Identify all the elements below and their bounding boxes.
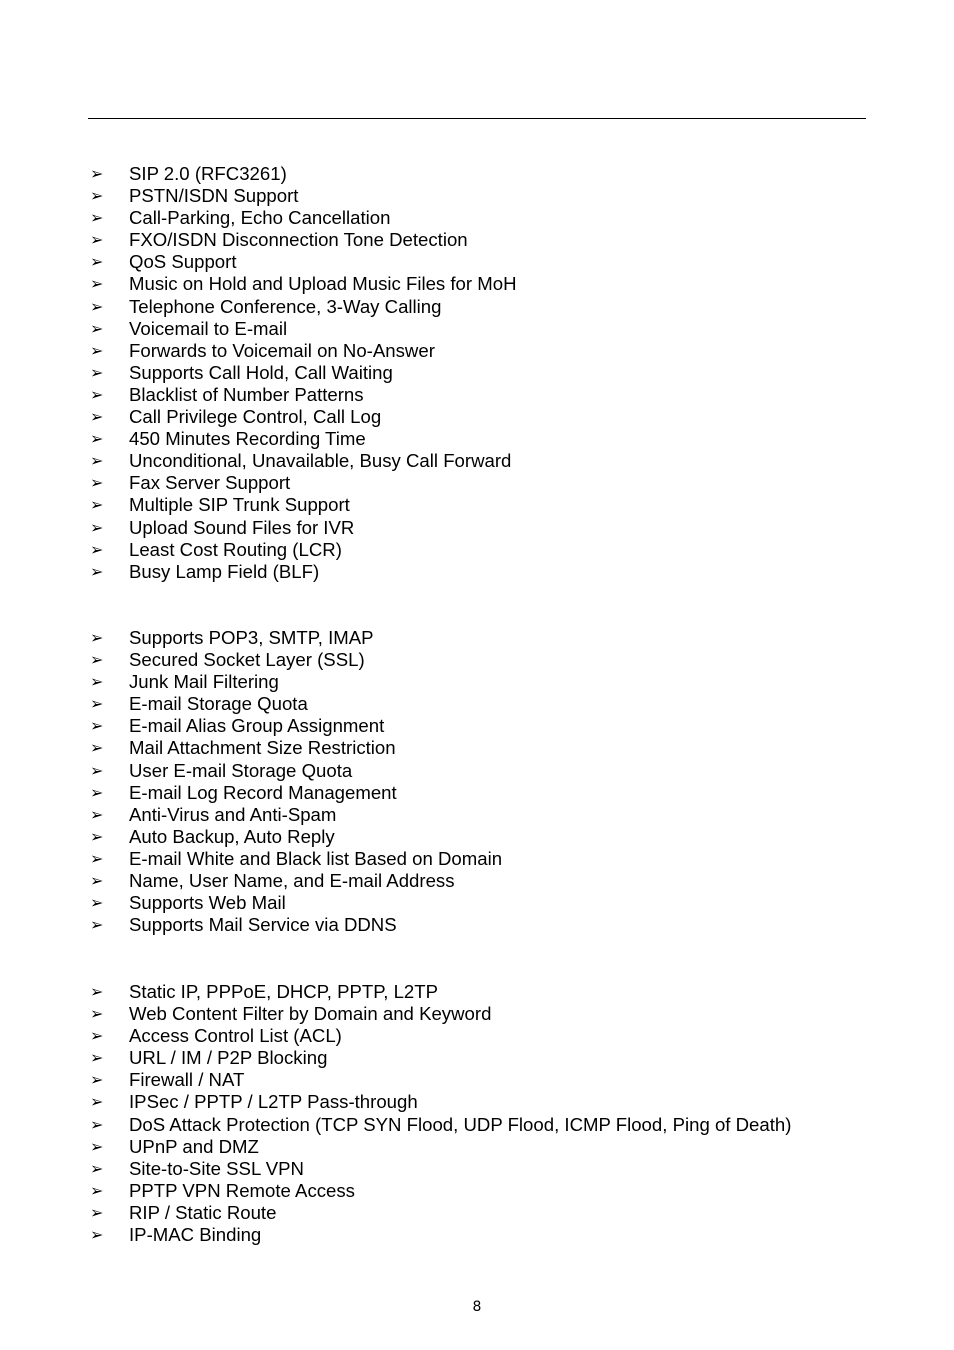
list-item — [90, 914, 890, 936]
voip-feature-list — [90, 163, 890, 583]
list-item — [90, 1003, 890, 1025]
list-item-label: Firewall / NAT — [129, 1069, 245, 1091]
arrow-bullet-icon: ➢ — [90, 340, 104, 360]
arrow-bullet-icon: ➢ — [90, 407, 104, 427]
list-item — [90, 715, 890, 737]
arrow-bullet-icon: ➢ — [90, 1136, 104, 1156]
arrow-bullet-icon: ➢ — [90, 804, 104, 824]
list-item — [90, 185, 890, 207]
list-item-label: Unconditional, Unavailable, Busy Call Forward — [129, 450, 512, 472]
mail-feature-section — [90, 627, 890, 936]
list-item — [90, 539, 890, 561]
arrow-bullet-icon: ➢ — [90, 517, 104, 537]
list-item — [90, 1224, 890, 1246]
arrow-bullet-icon: ➢ — [90, 495, 104, 515]
list-item-label: Supports POP3, SMTP, IMAP — [129, 627, 374, 648]
network-feature-list — [90, 981, 890, 1246]
arrow-bullet-icon: ➢ — [90, 1180, 104, 1200]
list-item — [90, 649, 890, 671]
list-item-label: E-mail White and Black list Based on Domain — [129, 847, 503, 869]
list-item-label: Anti-Virus and Anti-Spam — [129, 803, 337, 825]
arrow-bullet-icon: ➢ — [90, 296, 104, 316]
list-item-label: Upload Sound Files for IVR — [129, 516, 355, 538]
arrow-bullet-icon: ➢ — [90, 561, 104, 581]
arrow-bullet-icon: ➢ — [90, 539, 104, 559]
arrow-bullet-icon: ➢ — [90, 1070, 104, 1090]
list-item — [90, 229, 890, 251]
list-item-label: Static IP, PPPoE, DHCP, PPTP, L2TP — [129, 981, 439, 1002]
arrow-bullet-icon: ➢ — [90, 274, 104, 294]
list-item — [90, 318, 890, 340]
list-item — [90, 1202, 890, 1224]
list-item-label: Call-Parking, Echo Cancellation — [129, 207, 391, 229]
list-item-label: UPnP and DMZ — [129, 1135, 259, 1157]
list-item — [90, 1180, 890, 1202]
arrow-bullet-icon: ➢ — [90, 1158, 104, 1178]
list-item-label: Supports Web Mail — [129, 892, 286, 914]
arrow-bullet-icon: ➢ — [90, 1114, 104, 1134]
list-item — [90, 1158, 890, 1180]
header-rule — [88, 118, 866, 119]
list-item-label: SIP 2.0 (RFC3261) — [129, 163, 287, 184]
arrow-bullet-icon: ➢ — [90, 384, 104, 404]
list-item — [90, 671, 890, 693]
arrow-bullet-icon: ➢ — [90, 694, 104, 714]
list-item-label: PPTP VPN Remote Access — [129, 1179, 355, 1201]
list-item-label: Junk Mail Filtering — [129, 671, 279, 693]
arrow-bullet-icon: ➢ — [90, 1202, 104, 1222]
list-item-label: Telephone Conference, 3-Way Calling — [129, 295, 442, 317]
page-number: 8 — [472, 1299, 482, 1315]
list-item — [90, 384, 890, 406]
list-item-label: Fax Server Support — [129, 472, 291, 494]
list-item-label: Secured Socket Layer (SSL) — [129, 649, 365, 671]
list-item — [90, 472, 890, 494]
arrow-bullet-icon: ➢ — [90, 650, 104, 670]
list-item-label: Auto Backup, Auto Reply — [129, 825, 335, 847]
list-item — [90, 1025, 890, 1047]
list-item — [90, 782, 890, 804]
list-item-label: Site-to-Site SSL VPN — [129, 1157, 304, 1179]
list-item — [90, 163, 890, 185]
list-item — [90, 870, 890, 892]
list-item-label: IPSec / PPTP / L2TP Pass-through — [129, 1091, 418, 1113]
list-item — [90, 804, 890, 826]
list-item — [90, 207, 890, 229]
arrow-bullet-icon: ➢ — [90, 1026, 104, 1046]
list-item — [90, 627, 890, 649]
list-item — [90, 494, 890, 516]
arrow-bullet-icon: ➢ — [90, 628, 104, 647]
list-item-label: RIP / Static Route — [129, 1201, 277, 1223]
arrow-bullet-icon: ➢ — [90, 738, 104, 758]
list-item-label: Call Privilege Control, Call Log — [129, 406, 382, 428]
list-item-label: IP-MAC Binding — [129, 1224, 262, 1246]
list-item — [90, 1114, 890, 1136]
list-item-label: Voicemail to E-mail — [129, 317, 288, 339]
list-item-label: PSTN/ISDN Support — [129, 185, 299, 207]
arrow-bullet-icon: ➢ — [90, 429, 104, 449]
list-item — [90, 406, 890, 428]
list-item — [90, 981, 890, 1003]
arrow-bullet-icon: ➢ — [90, 982, 104, 1001]
list-item-label: E-mail Log Record Management — [129, 781, 397, 803]
network-feature-section — [90, 981, 890, 1246]
arrow-bullet-icon: ➢ — [90, 871, 104, 891]
list-item — [90, 1069, 890, 1091]
list-item-label: Mail Attachment Size Restriction — [129, 737, 396, 759]
arrow-bullet-icon: ➢ — [90, 473, 104, 493]
arrow-bullet-icon: ➢ — [90, 1004, 104, 1024]
list-item-label: Least Cost Routing (LCR) — [129, 538, 342, 560]
arrow-bullet-icon: ➢ — [90, 782, 104, 802]
list-item — [90, 737, 890, 759]
list-item — [90, 561, 890, 583]
arrow-bullet-icon: ➢ — [90, 164, 104, 183]
arrow-bullet-icon: ➢ — [90, 252, 104, 272]
list-item — [90, 517, 890, 539]
list-item — [90, 273, 890, 295]
list-item — [90, 848, 890, 870]
list-item-label: Blacklist of Number Patterns — [129, 383, 364, 405]
list-item — [90, 251, 890, 273]
arrow-bullet-icon: ➢ — [90, 186, 104, 206]
arrow-bullet-icon: ➢ — [90, 915, 104, 935]
arrow-bullet-icon: ➢ — [90, 362, 104, 382]
list-item-label: Multiple SIP Trunk Support — [129, 494, 350, 516]
arrow-bullet-icon: ➢ — [90, 848, 104, 868]
list-item-label: E-mail Storage Quota — [129, 693, 308, 715]
list-item-label: E-mail Alias Group Assignment — [129, 715, 385, 737]
list-item-label: Web Content Filter by Domain and Keyword — [129, 1003, 492, 1025]
list-item-label: DoS Attack Protection (TCP SYN Flood, UDP Flood, ICMP Flood, Ping of Death) — [129, 1113, 792, 1135]
list-item — [90, 428, 890, 450]
arrow-bullet-icon: ➢ — [90, 716, 104, 736]
arrow-bullet-icon: ➢ — [90, 1048, 104, 1068]
arrow-bullet-icon: ➢ — [90, 230, 104, 250]
list-item-label: 450 Minutes Recording Time — [129, 428, 366, 450]
arrow-bullet-icon: ➢ — [90, 826, 104, 846]
list-item-label: Name, User Name, and E-mail Address — [129, 870, 455, 892]
mail-feature-list — [90, 627, 890, 936]
arrow-bullet-icon: ➢ — [90, 1225, 104, 1245]
list-item-label: User E-mail Storage Quota — [129, 759, 353, 781]
list-item-label: Supports Mail Service via DDNS — [129, 914, 397, 936]
arrow-bullet-icon: ➢ — [90, 760, 104, 780]
list-item — [90, 362, 890, 384]
list-item-label: Access Control List (ACL) — [129, 1025, 342, 1047]
list-item — [90, 826, 890, 848]
list-item-label: FXO/ISDN Disconnection Tone Detection — [129, 229, 468, 251]
list-item-label: URL / IM / P2P Blocking — [129, 1047, 328, 1069]
list-item — [90, 760, 890, 782]
list-item-label: Busy Lamp Field (BLF) — [129, 560, 320, 582]
list-item-label: Music on Hold and Upload Music Files for MoH — [129, 273, 517, 295]
list-item — [90, 1136, 890, 1158]
arrow-bullet-icon: ➢ — [90, 672, 104, 692]
list-item — [90, 1047, 890, 1069]
voip-feature-section — [90, 163, 890, 583]
list-item — [90, 693, 890, 715]
list-item — [90, 892, 890, 914]
list-item-label: Supports Call Hold, Call Waiting — [129, 361, 393, 383]
list-item — [90, 340, 890, 362]
arrow-bullet-icon: ➢ — [90, 893, 104, 913]
list-item-label: QoS Support — [129, 251, 237, 273]
list-item — [90, 296, 890, 318]
arrow-bullet-icon: ➢ — [90, 318, 104, 338]
list-item — [90, 1091, 890, 1113]
list-item-label: Forwards to Voicemail on No-Answer — [129, 339, 435, 361]
arrow-bullet-icon: ➢ — [90, 1092, 104, 1112]
arrow-bullet-icon: ➢ — [90, 451, 104, 471]
list-item — [90, 450, 890, 472]
arrow-bullet-icon: ➢ — [90, 208, 104, 228]
